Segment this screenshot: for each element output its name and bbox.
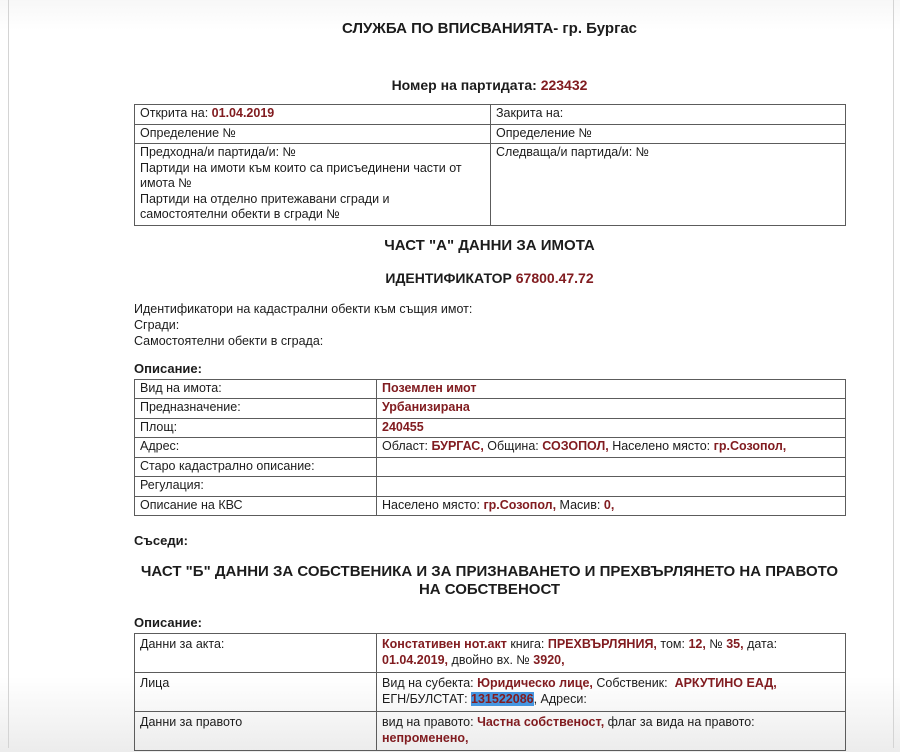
cadastral-line: Идентификатори на кадастрални обекти към същия имот: xyxy=(134,301,473,316)
previous-partida-line: Партиди на отделно притежавани сгради и xyxy=(140,191,390,206)
page-right-border xyxy=(893,0,894,748)
ownership-acts-table xyxy=(134,633,846,751)
next-partida-cell: Следваща/и партида/и: № xyxy=(491,144,846,226)
table-row xyxy=(135,418,846,438)
old-cadastral-value xyxy=(377,457,846,477)
description-label-a: Описание: xyxy=(134,360,202,376)
previous-partida-line: имота № xyxy=(140,176,192,190)
part-b-header-line: ЧАСТ "Б" ДАННИ ЗА СОБСТВЕНИКА И ЗА ПРИЗНАВАНЕТО И ПРЕХВЪРЛЯНЕТО НА ПРАВОТО xyxy=(140,563,839,580)
table-row xyxy=(135,379,846,399)
property-description-table xyxy=(134,379,846,517)
table-row xyxy=(135,496,846,516)
act-data-value: Констативен нот.акт книга: ПРЕХВЪРЛЯНИЯ, том: 12, № 35, дата: 01.04.2019, двойно вх. № 3920, xyxy=(377,634,846,673)
table-row xyxy=(135,399,846,419)
kvs-description-value: Населено място: гр.Созопол, Масив: 0, xyxy=(377,496,846,516)
kvs-description-label: Описание на КВС xyxy=(135,496,377,516)
previous-partida-line: Предходна/и партида/и: № xyxy=(140,145,296,159)
previous-partida-line: Партиди на имоти към които са присъединени части от xyxy=(140,160,462,175)
act-data-label: Данни за акта: xyxy=(135,634,377,673)
table-row xyxy=(135,673,846,712)
old-cadastral-label: Старо кадастрално описание: xyxy=(135,457,377,477)
previous-partida-cell xyxy=(135,144,491,226)
property-type-value: Поземлен имот xyxy=(377,379,846,399)
area-label: Площ: xyxy=(135,418,377,438)
identifier-line: ИДЕНТИФИКАТОР 67800.47.72 xyxy=(385,269,594,286)
table-row xyxy=(135,457,846,477)
part-a-header: ЧАСТ "А" ДАННИ ЗА ИМОТА xyxy=(384,236,595,254)
address-value: Област: БУРГАС, Община: СОЗОПОЛ, Населено място: гр.Созопол, xyxy=(377,438,846,458)
part-b-header-line: НА СОБСТВЕНОСТ xyxy=(418,581,561,598)
persons-value: Вид на субекта: Юридическо лице, Собственик: АРКУТИНО ЕАД, ЕГН/БУЛСТАТ: 131522086, Адреси: xyxy=(377,673,846,712)
designation-value: Урбанизирана xyxy=(377,399,846,419)
cadastral-line: Сгради: xyxy=(134,317,180,332)
area-value: 240455 xyxy=(377,418,846,438)
table-row xyxy=(135,144,846,226)
closed-on-cell: Закрита на: xyxy=(491,105,846,125)
persons-label: Лица xyxy=(135,673,377,712)
page-title: СЛУЖБА ПО ВПИСВАНИЯТА- гр. Бургас xyxy=(341,20,638,37)
table-row xyxy=(135,712,846,751)
regulation-value xyxy=(377,477,846,497)
partida-number-line: Номер на партидата: 223432 xyxy=(391,77,588,93)
cadastral-objects-block xyxy=(134,301,845,349)
ruling-number-cell: Определение № xyxy=(135,124,491,144)
table-row xyxy=(135,124,846,144)
opened-on-cell: Открита на: 01.04.2019 xyxy=(135,105,491,125)
neighbors-label: Съседи: xyxy=(134,533,188,548)
document-content xyxy=(134,0,845,751)
regulation-label: Регулация: xyxy=(135,477,377,497)
designation-label: Предназначение: xyxy=(135,399,377,419)
property-type-label: Вид на имота: xyxy=(135,379,377,399)
partida-status-table xyxy=(134,104,846,226)
cadastral-line: Самостоятелни обекти в сграда: xyxy=(134,333,324,348)
right-data-value: вид на правото: Частна собственост, флаг за вида на правото: непроменено, xyxy=(377,712,846,751)
description-label-b: Описание: xyxy=(134,615,202,630)
table-row xyxy=(135,634,846,673)
previous-partida-line: самостоятелни обекти в сгради № xyxy=(140,207,340,221)
ruling-number-cell: Определение № xyxy=(491,124,846,144)
right-data-label: Данни за правото xyxy=(135,712,377,751)
table-row xyxy=(135,477,846,497)
part-b-header xyxy=(134,563,845,599)
table-row xyxy=(135,105,846,125)
table-row xyxy=(135,438,846,458)
address-label: Адрес: xyxy=(135,438,377,458)
page-left-border xyxy=(8,0,9,748)
